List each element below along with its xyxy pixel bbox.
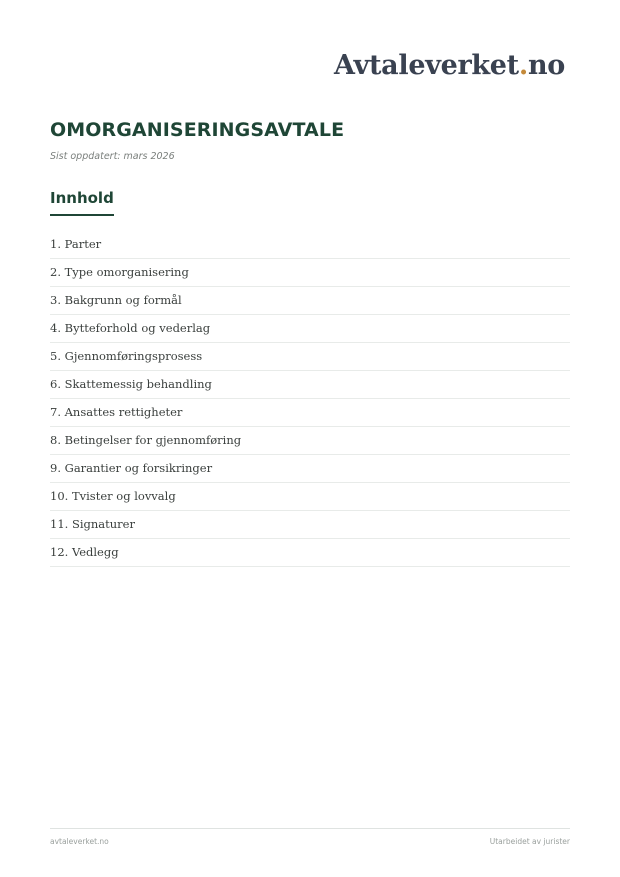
toc-item-tvister-og-lovvalg[interactable]: 10. Tvister og lovvalg (50, 483, 570, 511)
toc-item-vedlegg[interactable]: 12. Vedlegg (50, 539, 570, 567)
brand-logo-dot: . (518, 50, 528, 81)
toc-item-parter[interactable]: 1. Parter (50, 231, 570, 259)
table-of-contents (50, 231, 570, 567)
brand-logo[interactable] (334, 52, 565, 79)
brand-logo-main: Avtaleverket (334, 50, 519, 81)
toc-item-garantier-og-forsikringer[interactable]: 9. Garantier og forsikringer (50, 455, 570, 483)
toc-item-ansattes-rettigheter[interactable]: 7. Ansattes rettigheter (50, 399, 570, 427)
toc-item-betingelser[interactable]: 8. Betingelser for gjennomføring (50, 427, 570, 455)
brand-logo-tld: no (527, 50, 565, 81)
footer-site-link[interactable]: avtaleverket.no (50, 837, 109, 846)
toc-heading: Innhold (50, 189, 114, 216)
toc-item-bytteforhold-og-vederlag[interactable]: 4. Bytteforhold og vederlag (50, 315, 570, 343)
toc-item-skattemessig-behandling[interactable]: 6. Skattemessig behandling (50, 371, 570, 399)
footer-divider (50, 828, 570, 829)
document-title: OMORGANISERINGSAVTALE (50, 119, 345, 141)
last-updated-text: Sist oppdatert: mars 2026 (50, 151, 175, 162)
toc-item-bakgrunn-og-formal[interactable]: 3. Bakgrunn og formål (50, 287, 570, 315)
toc-item-gjennomforingsprosess[interactable]: 5. Gjennomføringsprosess (50, 343, 570, 371)
footer-credit: Utarbeidet av jurister (489, 837, 570, 846)
toc-item-type-omorganisering[interactable]: 2. Type omorganisering (50, 259, 570, 287)
toc-item-signaturer[interactable]: 11. Signaturer (50, 511, 570, 539)
